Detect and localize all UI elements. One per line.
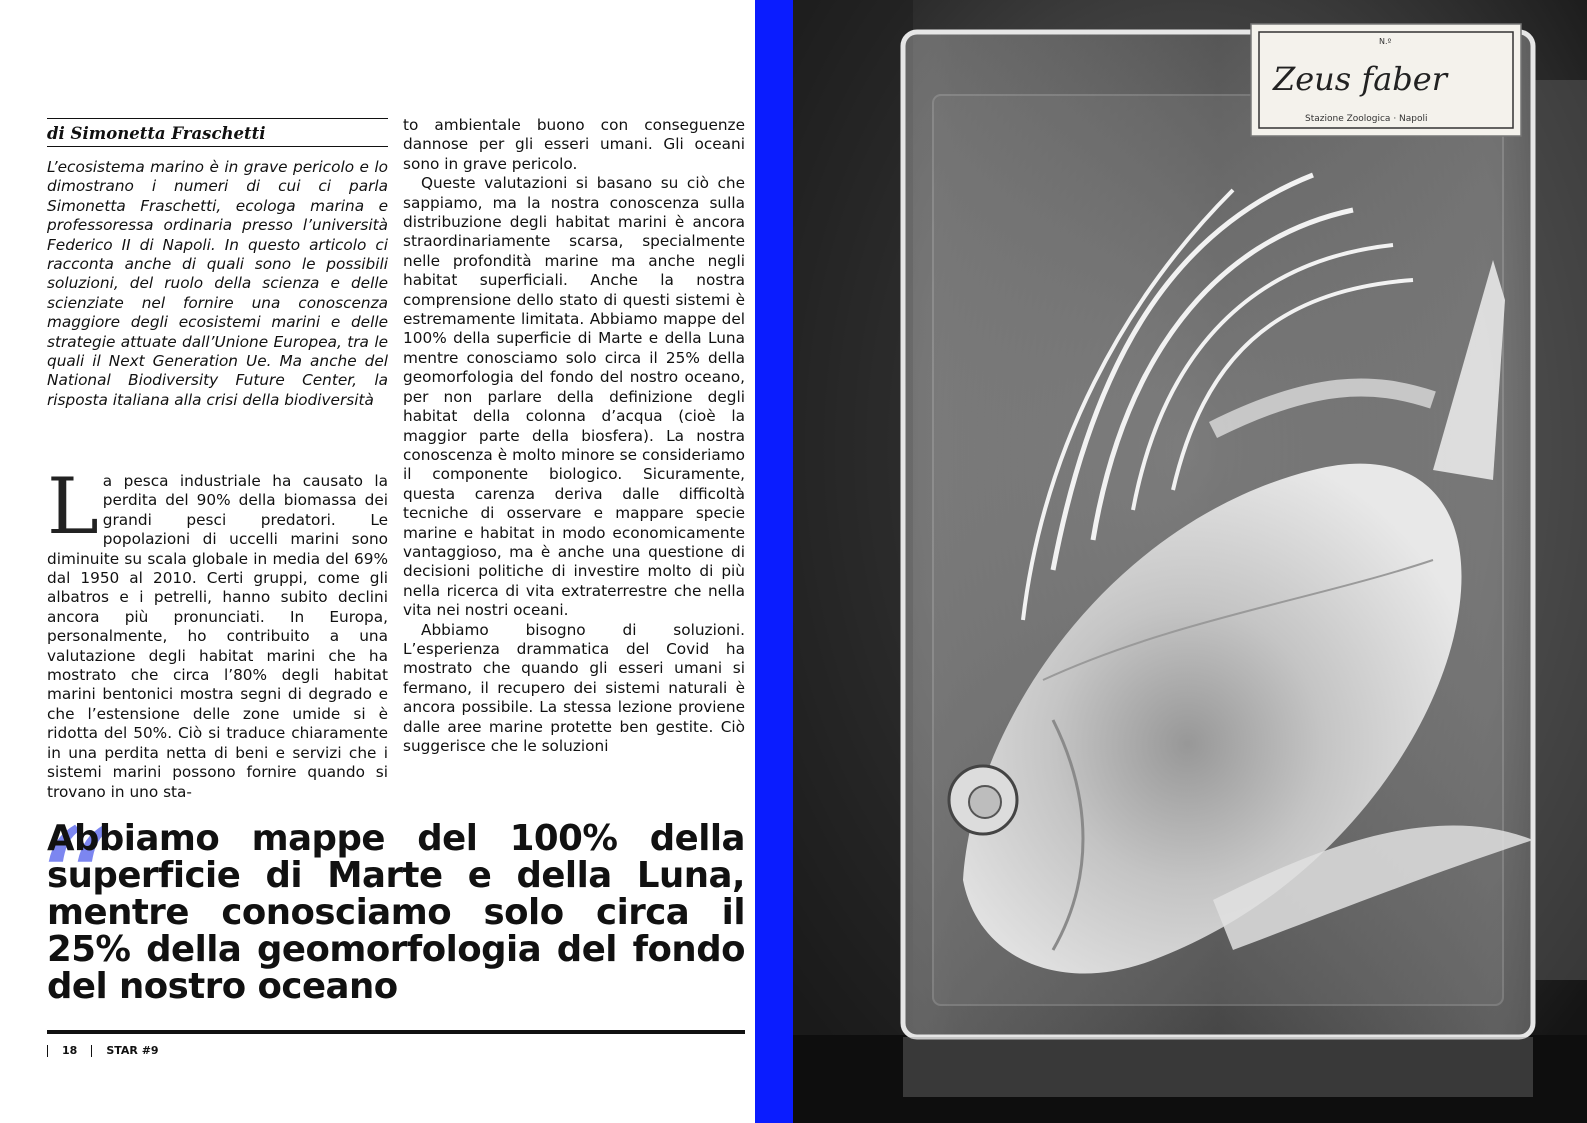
drop-cap: L	[47, 462, 99, 552]
quote-mark-icon: “	[37, 798, 114, 972]
pull-quote-text: Abbiamo mappe del 100% della superficie di Marte e della Luna, mentre conosciamo solo circa il 25% della geomorfologia del fondo del nostro oceano	[47, 818, 745, 1007]
body-paragraph: a pesca industriale ha causato la perdita del 90% della biomassa dei grandi pesci predatori. Le popolazioni di uccelli marini sono diminuite su scala globale in media del 69% dal 1950 al 2010. Certi gruppi, come gli albatros e i petrelli, hanno subito declini ancora più pronunciati. In Europa, personalmente, ho contribuito a una valutazione degli habitat marini che ha mostrato che circa l’80% degli habitat marini bentonici mostra segni di degrado e che l’estensione delle zone umide si è ridotta del 50%. Ciò si traduce chiaramente in una perdita netta di beni e servizi che i sistemi marini possono fornire quando si trovano in uno sta-	[47, 472, 388, 801]
label-institution: Stazione Zoologica · Napoli	[1305, 114, 1428, 124]
byline-rule-bottom	[47, 146, 388, 147]
body-column-2	[403, 116, 745, 756]
body-column-1	[47, 462, 388, 802]
body-paragraph: Abbiamo bisogno di soluzioni. L’esperienza drammatica del Covid ha mostrato che quando gli esseri umani si fermano, il recupero dei sistemi naturali è ancora possibile. La stessa lezione proviene dalle aree marine protette ben gestite. Ciò suggerisce che le soluzioni	[403, 620, 745, 755]
footer-rule	[47, 1030, 745, 1034]
magazine-issue: STAR #9	[106, 1044, 159, 1057]
label-species: Zeus faber	[1273, 60, 1448, 98]
article-intro: L’ecosistema marino è in grave pericolo e lo dimostrano i numeri di cui ci parla Simonetta Fraschetti, ecologa marina e professoressa ordinaria presso l’università Federico II di Napoli. In questo articolo ci racconta anche di quali sono le possibili soluzioni, del ruolo della scienza e delle scienziate nel fornire una conoscenza maggiore degli ecosistemi marini e delle strategie attuate dall’Unione Europea, tra le quali il Next Generation Ue. Ma anche del National Biodiversity Future Center, la risposta italiana alla crisi della biodiversità	[47, 158, 388, 409]
footer-divider	[91, 1045, 92, 1057]
body-paragraph: Queste valutazioni si basano su ciò che sappiamo, ma la nostra conoscenza sulla distribuzione degli habitat marini è ancora straordinariamente scarsa, specialmente nelle profondità marine ma anche negli habitat superficiali. Anche la nostra comprensione dello stato di questi sistemi è estremamente limitata. Abbiamo mappe del 100% della superficie di Marte e della Luna mentre conosciamo solo circa il 25% della geomorfologia del fondo del nostro oceano, per non parlare della definizione degli habitat della colonna d’acqua (cioè la maggior parte della biosfera). La nostra conoscenza è molto minore se consideriamo il componente biologico. Sicuramente, questa carenza deriva dalle difficoltà tecniche di osservare e mappare specie marine e habitat in modo economicamente vantaggioso, ma è anche una questione di decisioni politiche di investire molto di più nella ricerca di vita extraterrestre che nella vita nei nostri oceani.	[403, 174, 745, 620]
specimen-photo	[793, 0, 1587, 1123]
left-page	[0, 0, 755, 1123]
footer-divider	[47, 1045, 48, 1057]
label-number: N.º	[1379, 37, 1392, 46]
byline: di Simonetta Fraschetti	[47, 124, 266, 143]
specimen-jar-illustration	[793, 0, 1587, 1123]
accent-bar	[755, 0, 793, 1123]
page-footer	[47, 1044, 159, 1057]
page-number: 18	[62, 1044, 78, 1057]
body-paragraph: to ambientale buono con conseguenze dannose per gli esseri umani. Gli oceani sono in grave pericolo.	[403, 116, 745, 173]
byline-block	[47, 118, 388, 410]
pull-quote	[37, 798, 745, 1007]
